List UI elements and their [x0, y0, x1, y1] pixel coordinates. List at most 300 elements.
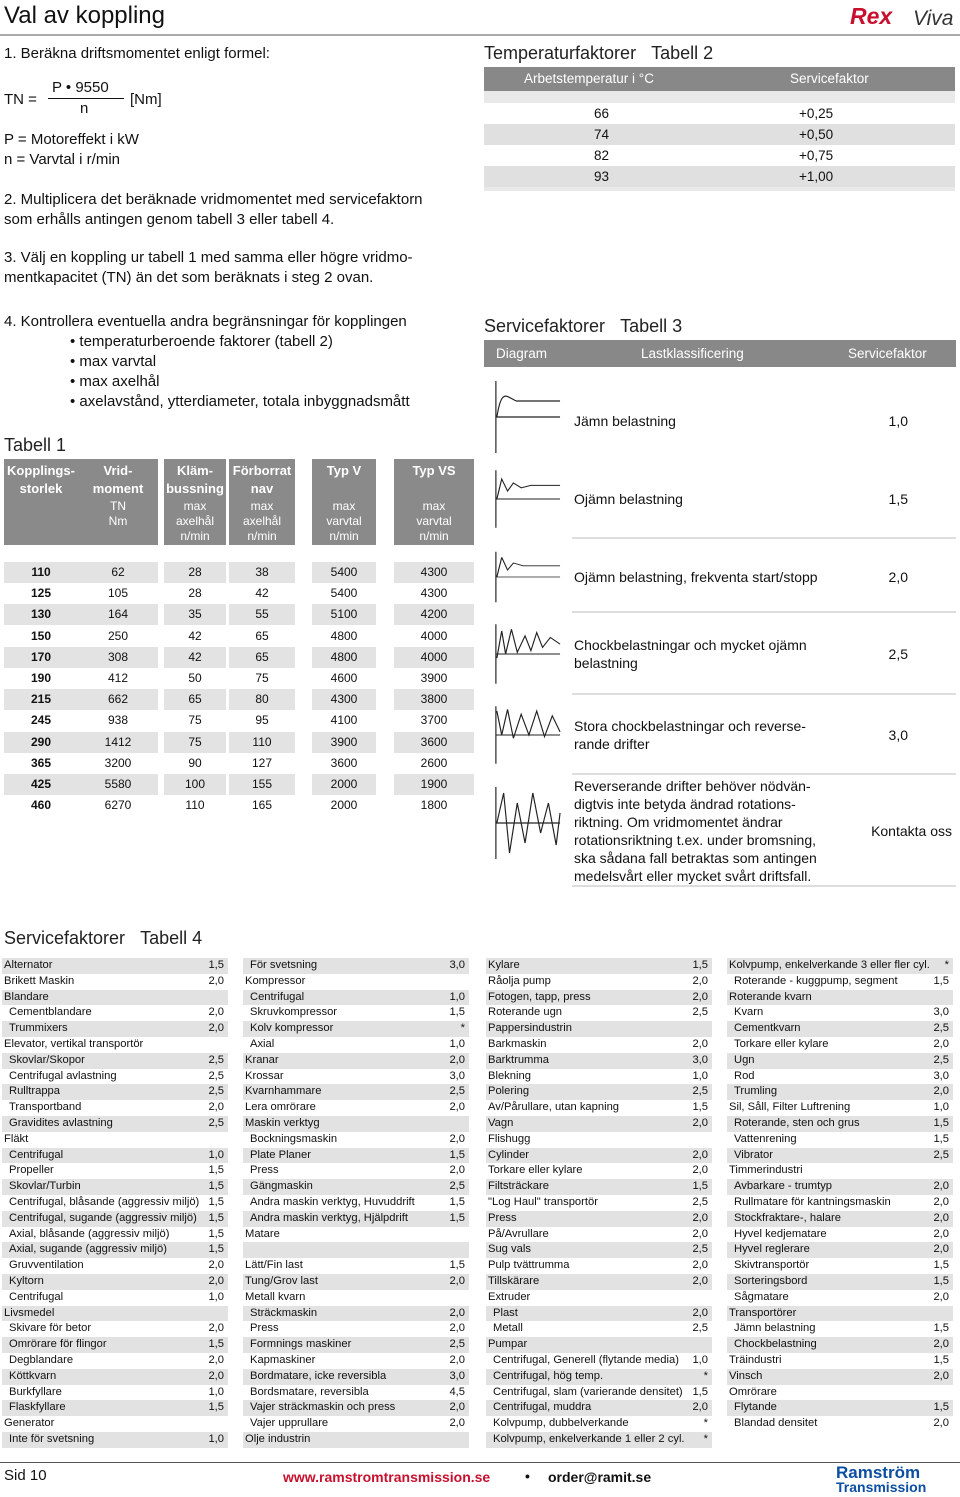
item-factor: 2,0: [933, 1369, 949, 1382]
header-line: bussning: [166, 481, 224, 496]
item-label: Extruder: [488, 1290, 531, 1303]
item-label: Metall kvarn: [245, 1290, 306, 1303]
website-link[interactable]: www.ramstromtransmission.se: [283, 1469, 491, 1485]
item-factor: 2,0: [933, 1290, 949, 1303]
item-label: Trummixers: [9, 1022, 68, 1035]
table-row: [484, 541, 956, 613]
item-factor: 2,5: [692, 1006, 708, 1019]
item-label: Jämn belastning: [734, 1322, 816, 1335]
list-item: [2, 1195, 228, 1211]
item-factor: 3,0: [933, 1069, 949, 1082]
item-label: Andra maskin verktyg, Hjälpdrift: [250, 1211, 408, 1224]
classification-line: belastning: [574, 655, 638, 671]
table-row: [484, 103, 955, 124]
item-label: Centrifugal, slam (varierande densitet): [493, 1385, 683, 1398]
item-factor: 4,5: [449, 1385, 465, 1398]
table-row: [484, 459, 956, 539]
list-item: [2, 1321, 228, 1337]
list-item: [486, 1021, 712, 1037]
item-factor: 2,5: [208, 1053, 224, 1066]
item-label: Kompressor: [245, 974, 306, 987]
tabell2-header-temp: Arbetstemperatur i °C: [524, 71, 654, 86]
list-item: [2, 1416, 228, 1432]
item-factor: 1,5: [692, 1180, 708, 1193]
list-item: [243, 1321, 469, 1337]
page-header: [0, 0, 960, 35]
item-label: Centrifugal, muddra: [493, 1401, 592, 1414]
item-label: Gravidites avlastning: [9, 1116, 113, 1129]
item-factor: 1,5: [692, 1385, 708, 1398]
table-cell: 1800: [394, 795, 474, 816]
list-item: [486, 1211, 712, 1227]
classification-line: digtvis inte betyda ändrad rotations-: [574, 796, 796, 812]
item-label: Pappersindustrin: [488, 1022, 572, 1035]
header-line: Typ V: [326, 463, 362, 478]
item-label: Cementblandare: [9, 1006, 92, 1019]
classification-line: Reverserande drifter behöver nödvän-: [574, 778, 811, 794]
table-cell: 82: [484, 145, 734, 166]
item-label: Kvarn: [734, 1006, 764, 1019]
list-item: [486, 1432, 712, 1448]
list-item: [243, 1037, 469, 1053]
list-item: [2, 1432, 228, 1448]
item-factor: 2,5: [933, 1053, 949, 1066]
item-label: Cylinder: [488, 1148, 530, 1161]
item-factor: 2,5: [208, 1116, 224, 1129]
item-factor: 1,5: [208, 1227, 224, 1240]
item-label: Rulltrappa: [9, 1085, 60, 1098]
item-label: Kranar: [245, 1053, 279, 1066]
tabell4-column: [243, 958, 469, 1448]
item-label: Skivtransportör: [734, 1259, 810, 1272]
step-2-line1: 2. Multiplicera det beräknade vridmomentet med servicefaktorn: [4, 191, 423, 208]
item-factor: 1,5: [449, 1195, 465, 1208]
list-item: [727, 1353, 953, 1369]
table-cell: 365: [4, 753, 78, 774]
table-cell: 4800: [312, 626, 376, 647]
formula-unit: [Nm]: [130, 91, 162, 108]
list-item: [243, 1195, 469, 1211]
load-diagram-icon: [492, 467, 562, 531]
item-label: För svetsning: [250, 959, 318, 971]
header-line: Förborrat: [232, 463, 292, 478]
load-curve-icon: [492, 783, 562, 863]
item-factor: 2,0: [208, 974, 224, 987]
bullet-3: • max axelhål: [70, 373, 160, 390]
item-factor: 2,5: [449, 1085, 465, 1098]
item-label: Kolvpump, enkelverkande 1 eller 2 cyl.: [493, 1432, 685, 1445]
header-line: Kopplings-: [7, 463, 75, 478]
load-curve-icon: [492, 703, 562, 767]
list-item: [727, 990, 953, 1006]
item-factor: 1,5: [208, 1243, 224, 1256]
list-item: [486, 1179, 712, 1195]
bullet-4: • axelavstånd, ytterdiameter, totala inbyggnadsmått: [70, 393, 410, 410]
item-label: Vagn: [488, 1116, 514, 1129]
item-factor: 2,5: [449, 1338, 465, 1351]
brand-logo: Rex: [850, 3, 893, 29]
item-label: Skovlar/Skopor: [9, 1053, 85, 1066]
item-label: Flaskfyllare: [9, 1401, 66, 1414]
item-label: Propeller: [9, 1164, 54, 1177]
list-item: [2, 1100, 228, 1116]
bullet-text: max axelhål: [79, 373, 160, 390]
table-cell: 150: [4, 626, 78, 647]
list-item: [2, 1369, 228, 1385]
item-factor: 2,0: [449, 1353, 465, 1366]
table-cell: 127: [229, 753, 295, 774]
item-factor: 1,0: [208, 1432, 224, 1445]
n-definition: n = Varvtal i r/min: [4, 151, 121, 168]
item-factor: *: [703, 1369, 708, 1382]
bullet-text: axelavstånd, ytterdiameter, totala inbyggnadsmått: [79, 393, 410, 410]
item-factor: 2,0: [208, 1274, 224, 1287]
item-label: Degblandare: [9, 1353, 74, 1366]
tabell1-header-cell: [394, 459, 474, 545]
table-cell: 3800: [394, 689, 474, 710]
item-label: Rod: [734, 1069, 755, 1082]
table-cell: 5400: [312, 562, 376, 583]
load-curve-icon: [492, 549, 562, 605]
item-label: Filtsträckare: [488, 1180, 549, 1193]
table-cell: 55: [229, 604, 295, 625]
email-link[interactable]: order@ramit.se: [548, 1469, 652, 1485]
list-item: [486, 1242, 712, 1258]
item-label: Barkmaskin: [488, 1037, 547, 1050]
list-item: [243, 1242, 469, 1258]
list-item: [2, 1069, 228, 1085]
list-item: [727, 1132, 953, 1148]
item-factor: 2,5: [933, 1022, 949, 1035]
item-label: Press: [250, 1322, 279, 1335]
item-factor: 1,0: [449, 990, 465, 1003]
item-factor: 1,0: [692, 1069, 708, 1082]
item-label: Blekning: [488, 1069, 531, 1082]
list-item: [486, 958, 712, 974]
item-label: Centrifugal, hög temp.: [493, 1369, 604, 1382]
item-label: Köttkvarn: [9, 1369, 57, 1382]
item-label: Centrifugal, sugande (aggressiv miljö): [9, 1211, 197, 1224]
list-item: [2, 1116, 228, 1132]
p-definition: P = Motoreffekt i kW: [4, 131, 139, 148]
list-item: [727, 1321, 953, 1337]
item-label: Omrörare: [729, 1385, 777, 1398]
list-item: [243, 1005, 469, 1021]
header-line: axelhål: [242, 514, 282, 528]
table-cell: 90: [164, 753, 226, 774]
page-number: Sid 10: [4, 1467, 47, 1484]
list-item: [486, 1416, 712, 1432]
tabell3-header: [484, 340, 956, 367]
item-label: Fläkt: [4, 1132, 29, 1145]
row-divider: [572, 537, 956, 539]
list-item: [486, 1258, 712, 1274]
list-item: [243, 1100, 469, 1116]
item-factor: 1,5: [692, 1101, 708, 1114]
list-item: [243, 1069, 469, 1085]
table-cell: 35: [164, 604, 226, 625]
list-item: [2, 1148, 228, 1164]
formula-denominator: n: [80, 100, 89, 117]
tabell1-header-cell: [164, 459, 226, 545]
item-factor: 3,0: [449, 1369, 465, 1382]
header-line: n/min: [329, 529, 359, 543]
list-item: [486, 1084, 712, 1100]
item-factor: 3,0: [449, 959, 465, 971]
item-label: Sil, Såll, Filter Luftrening: [729, 1101, 851, 1114]
step-3-line1: 3. Välj en koppling ur tabell 1 med samma eller högre vridmo-: [4, 249, 413, 266]
item-label: Kylare: [488, 959, 520, 971]
item-label: Sug vals: [488, 1243, 531, 1256]
item-label: Trumling: [734, 1085, 778, 1098]
table-cell: 5580: [78, 774, 158, 795]
item-label: Vattenrening: [734, 1132, 797, 1145]
table-cell: 250: [78, 626, 158, 647]
tabell1-header-cell: [229, 459, 295, 545]
table-row: [484, 124, 955, 145]
table-cell: 42: [164, 647, 226, 668]
table-cell: 3600: [312, 753, 376, 774]
list-item: [486, 1163, 712, 1179]
item-factor: 2,0: [208, 1322, 224, 1335]
item-factor: 1,5: [692, 959, 708, 971]
table-cell: 130: [4, 604, 78, 625]
table-cell: 215: [4, 689, 78, 710]
list-item: [727, 1179, 953, 1195]
list-item: [727, 1053, 953, 1069]
list-item: [243, 1084, 469, 1100]
table-cell: 2000: [312, 774, 376, 795]
table-cell: 4600: [312, 668, 376, 689]
list-item: [2, 1211, 228, 1227]
table-cell: 75: [164, 732, 226, 753]
bullet-2: • max varvtal: [70, 353, 157, 370]
item-label: Kyltorn: [9, 1274, 44, 1287]
item-label: Plate Planer: [250, 1148, 311, 1161]
item-label: Barktrumma: [488, 1053, 549, 1066]
table-cell: 1412: [78, 732, 158, 753]
item-factor: 1,0: [449, 1037, 465, 1050]
item-factor: 2,5: [208, 1085, 224, 1098]
table-cell: 412: [78, 668, 158, 689]
list-item: [727, 1021, 953, 1037]
table-cell: 95: [229, 710, 295, 731]
classification-line: rande drifter: [574, 736, 650, 752]
list-item: [727, 958, 953, 974]
list-item: [486, 990, 712, 1006]
table-cell: 42: [164, 626, 226, 647]
tabell4-label: Tabell 4: [140, 928, 203, 948]
table-cell: 42: [229, 583, 295, 604]
list-item: [243, 1132, 469, 1148]
item-label: Kolvpump, enkelverkande 3 eller fler cyl.: [729, 959, 930, 971]
item-factor: 2,0: [692, 974, 708, 987]
list-item: [2, 1005, 228, 1021]
list-item: [486, 1116, 712, 1132]
load-diagram-icon: [492, 783, 562, 863]
table-cell: 105: [78, 583, 158, 604]
list-item: [243, 1385, 469, 1401]
item-factor: 1,5: [933, 1353, 949, 1366]
item-factor: 1,5: [449, 1259, 465, 1272]
item-label: Blandad densitet: [734, 1417, 818, 1430]
classification-line: Ojämn belastning: [574, 491, 683, 507]
table-cell: 3200: [78, 753, 158, 774]
item-label: Lera omrörare: [245, 1101, 316, 1114]
item-label: Timmerindustri: [729, 1164, 803, 1177]
tabell2-header-factor: Servicefaktor: [790, 71, 869, 86]
item-label: Råolja pump: [488, 974, 551, 987]
list-item: [727, 1337, 953, 1353]
item-label: Metall: [493, 1322, 523, 1335]
table-cell: 125: [4, 583, 78, 604]
list-item: [2, 1353, 228, 1369]
item-label: Roterande kvarn: [729, 990, 812, 1003]
list-item: [243, 1432, 469, 1448]
item-factor: 1,0: [933, 1101, 949, 1114]
brand-suffix: Viva: [913, 7, 954, 30]
item-label: Flishugg: [488, 1132, 531, 1145]
list-item: [727, 1258, 953, 1274]
item-factor: 2,5: [692, 1322, 708, 1335]
list-item: [2, 958, 228, 974]
load-classification: [574, 568, 844, 586]
list-item: [486, 1274, 712, 1290]
tabell3-title: [484, 316, 682, 337]
item-factor: 2,0: [933, 1338, 949, 1351]
table-cell: 3900: [312, 732, 376, 753]
item-factor: 3,0: [449, 1069, 465, 1082]
step-1: 1. Beräkna driftsmomentet enligt formel:: [4, 45, 270, 62]
classification-line: rotationsriktning t.ex. under bromsning,: [574, 832, 817, 848]
item-factor: 2,0: [692, 1148, 708, 1161]
list-item: [727, 1163, 953, 1179]
list-item: [727, 1400, 953, 1416]
list-item: [2, 1021, 228, 1037]
item-label: Press: [488, 1211, 517, 1224]
item-factor: 1,5: [449, 1148, 465, 1161]
tabell3-name: Servicefaktorer: [484, 316, 606, 336]
service-factor: 2,5: [888, 646, 908, 662]
table-cell: 155: [229, 774, 295, 795]
table-cell: 110: [229, 732, 295, 753]
classification-line: Ojämn belastning, frekventa start/stopp: [574, 569, 818, 585]
table-cell: 4100: [312, 710, 376, 731]
table-cell: 170: [4, 647, 78, 668]
tabell3-header-class: Lastklassificering: [641, 346, 744, 361]
item-factor: 1,5: [208, 1195, 224, 1208]
item-factor: 2,0: [208, 1006, 224, 1019]
page-title: Val av koppling: [4, 2, 165, 29]
list-item: [2, 1258, 228, 1274]
service-factor: 1,0: [888, 413, 908, 429]
list-item: [727, 1084, 953, 1100]
list-item: [2, 974, 228, 990]
item-label: Träindustri: [729, 1353, 782, 1366]
list-item: [486, 1100, 712, 1116]
table-cell: 74: [484, 124, 734, 145]
item-factor: 2,0: [692, 1211, 708, 1224]
formula-lhs: TN =: [4, 91, 37, 108]
header-line: max: [183, 499, 207, 513]
header-line: n/min: [419, 529, 449, 543]
classification-line: riktning. Om vridmomentet ändrar: [574, 814, 783, 830]
list-item: [727, 1242, 953, 1258]
item-factor: 1,0: [208, 1290, 224, 1303]
table-cell: 4300: [394, 562, 474, 583]
header-line: Nm: [108, 514, 128, 528]
item-label: Pumpar: [488, 1338, 528, 1351]
table-cell: 65: [229, 647, 295, 668]
table-row: [484, 613, 956, 695]
load-classification: [574, 412, 844, 430]
item-label: Centrifugal: [9, 1148, 64, 1161]
table-cell: 65: [164, 689, 226, 710]
table-cell: 93: [484, 166, 734, 187]
table-cell: 3900: [394, 668, 474, 689]
tabell4-column: [2, 958, 228, 1448]
table-cell: 110: [164, 795, 226, 816]
item-factor: 1,5: [933, 1132, 949, 1145]
item-label: Hyvel kedjematare: [734, 1227, 827, 1240]
header-line: axelhål: [175, 514, 215, 528]
tabell3-header-diagram: Diagram: [496, 346, 548, 361]
item-factor: 1,5: [933, 1116, 949, 1129]
header-line: max: [250, 499, 274, 513]
item-factor: 1,5: [933, 1401, 949, 1414]
load-diagram-icon: [492, 621, 562, 687]
list-item: [486, 1132, 712, 1148]
load-classification: [574, 717, 844, 753]
item-label: Skivare för betor: [9, 1322, 92, 1335]
table-cell: 662: [78, 689, 158, 710]
load-curve-icon: [492, 621, 562, 687]
list-item: [727, 1290, 953, 1306]
item-label: Torkare eller kylare: [488, 1164, 583, 1177]
item-label: Sorteringsbord: [734, 1274, 808, 1287]
list-item: [486, 1195, 712, 1211]
list-item: [243, 1274, 469, 1290]
item-factor: 2,0: [449, 1053, 465, 1066]
item-factor: 2,0: [208, 1259, 224, 1272]
item-factor: *: [460, 1022, 465, 1035]
list-item: [243, 1053, 469, 1069]
list-item: [243, 1306, 469, 1322]
item-factor: 1,5: [449, 1006, 465, 1019]
table-row: [484, 369, 956, 473]
list-item: [486, 1053, 712, 1069]
ramstrom-logo: Ramström: [836, 1463, 921, 1482]
tabell1-title: Tabell 1: [4, 435, 67, 455]
table-cell: 245: [4, 710, 78, 731]
list-item: [2, 1084, 228, 1100]
tabell2-header: [484, 67, 955, 91]
item-label: Andra maskin verktyg, Huvuddrift: [250, 1195, 415, 1208]
item-label: Matare: [245, 1227, 280, 1240]
table-cell: 1900: [394, 774, 474, 795]
list-item: [727, 1306, 953, 1322]
item-label: Olje industrin: [245, 1432, 311, 1445]
item-factor: 1,5: [208, 1180, 224, 1193]
list-item: [243, 1369, 469, 1385]
list-item: [243, 974, 469, 990]
list-item: [243, 1353, 469, 1369]
list-item: [2, 1163, 228, 1179]
list-item: [2, 1306, 228, 1322]
item-label: Transportörer: [729, 1306, 797, 1319]
item-factor: 2,0: [933, 1227, 949, 1240]
header-line: nav: [250, 481, 274, 496]
